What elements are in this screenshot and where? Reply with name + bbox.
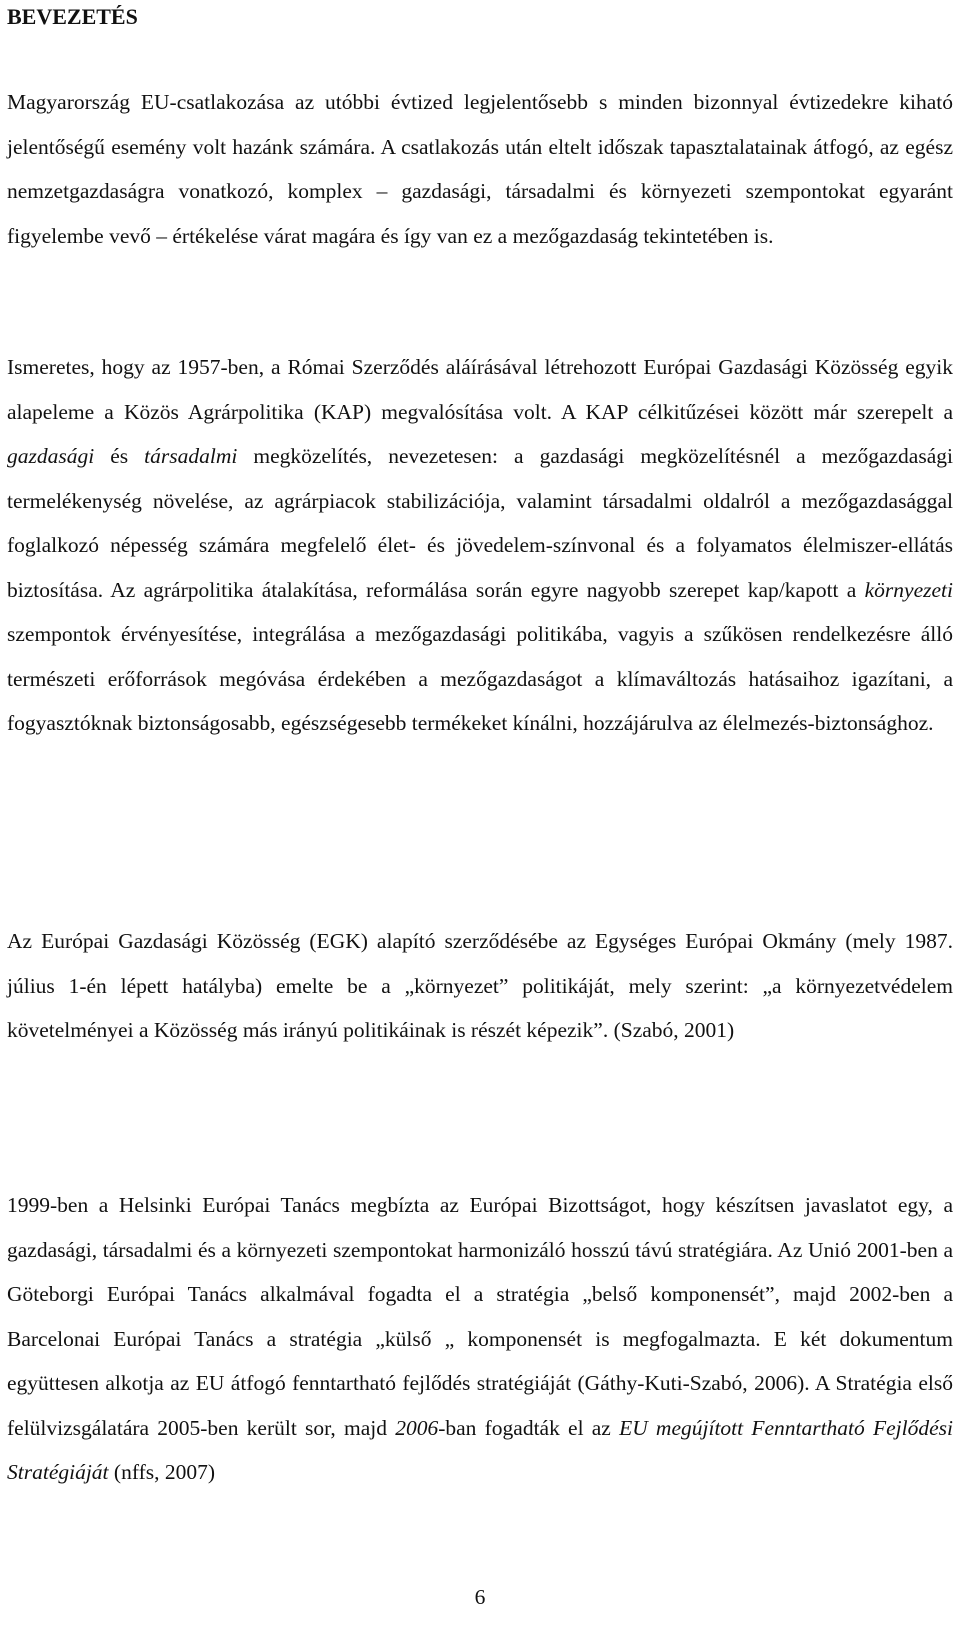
italic-term: környezeti: [864, 577, 953, 602]
text-run: szempontok érvényesítése, integrálása a mezőgazdasági politikába, vagyis a szűkösen rendelkezésre álló természeti erőforrások megóvása érdekében a mezőgazdaságot a klímaváltozás hatásaihoz igazítani, a fogyasztóknak biztonságosabb, egészségesebb termékeket kínálni, hozzájárulva az élelmezés-biztonsághoz.: [7, 622, 953, 735]
text-run: 1999-ben a Helsinki Európai Tanács megbízta az Európai Bizottságot, hogy készítsen javaslatot egy, a gazdasági, társadalmi és a környezeti szempontokat harmonizáló hosszú távú stratégiára. Az Unió 2001-ben a Göteborgi Európai Tanács alkalmával fogadta el a stratégia „belső komponensét”, majd 2002-ben a Barcelonai Európai Tanács a stratégia „külső „ komponensét is megfogalmazta. E két dokumentum együttesen alkotja az EU átfogó fenntartható fejlődés stratégiáját (Gáthy-Kuti-Szabó, 2006). A Stratégia első felülvizsgálatára 2005-ben került sor, majd: [7, 1193, 953, 1440]
italic-term: EU megújított Fenntartható Fejlődési Stratégiáját: [7, 1415, 953, 1484]
document-page: [7, 0, 953, 1632]
page-number: 6: [474, 1585, 486, 1609]
text-run: (nffs, 2007): [108, 1460, 216, 1484]
paragraph-egk: Az Európai Gazdasági Közösség (EGK) alapító szerződésébe az Egységes Európai Okmány (mely 1987. július 1-én lépett hatályba) emelte be a „környezet” politikáját, mely szerint: „a környezetvédelem követelményei a Közösség más irányú politikáinak is részét képezik”. (Szabó, 2001): [7, 929, 953, 1042]
paragraph-introduction: Magyarország EU-csatlakozása az utóbbi évtized legjelentősebb s minden bizonnyal évtizedekre kiható jelentőségű esemény volt hazánk számára. A csatlakozás után eltelt időszak tapasztalatainak átfogó, az egész nemzetgazdaságra vonatkozó, komplex – gazdasági, társadalmi és környezeti szempontokat egyaránt figyelembe vevő – értékelése várat magára és így van ez a mezőgazdaság tekintetében is.: [7, 90, 953, 248]
paragraph-strategy: [7, 1183, 953, 1495]
italic-term: gazdasági: [7, 444, 95, 468]
paragraph-kap: [7, 345, 953, 746]
italic-term: társadalmi: [144, 444, 238, 468]
text-run: és: [94, 444, 145, 468]
text-run: megközelítés, nevezetesen: a gazdasági megközelítésnél a mezőgazdasági termelékenység növelése, az agrárpiacok stabilizációja, valamint társadalmi oldalról a mezőgazdasággal foglalkozó népesség számára megfelelő élet- és jövedelem-színvonal és a folyamatos élelmiszer-ellátás biztosítása. Az agrárpolitika átalakítása, reformálása során egyre nagyobb szerepet kap/kapott a: [7, 444, 953, 602]
section-heading: BEVEZETÉS: [7, 4, 138, 29]
text-run: Ismeretes, hogy az 1957-ben, a Római Szerződés aláírásával létrehozott Európai Gazdasági Közösség egyik alapeleme a Közös Agrárpolitika (KAP) megvalósítása volt. A KAP célkitűzései között már szerepelt a: [7, 355, 953, 424]
text-run: -ban fogadták el az: [438, 1415, 620, 1440]
italic-term: 2006: [395, 1415, 439, 1440]
